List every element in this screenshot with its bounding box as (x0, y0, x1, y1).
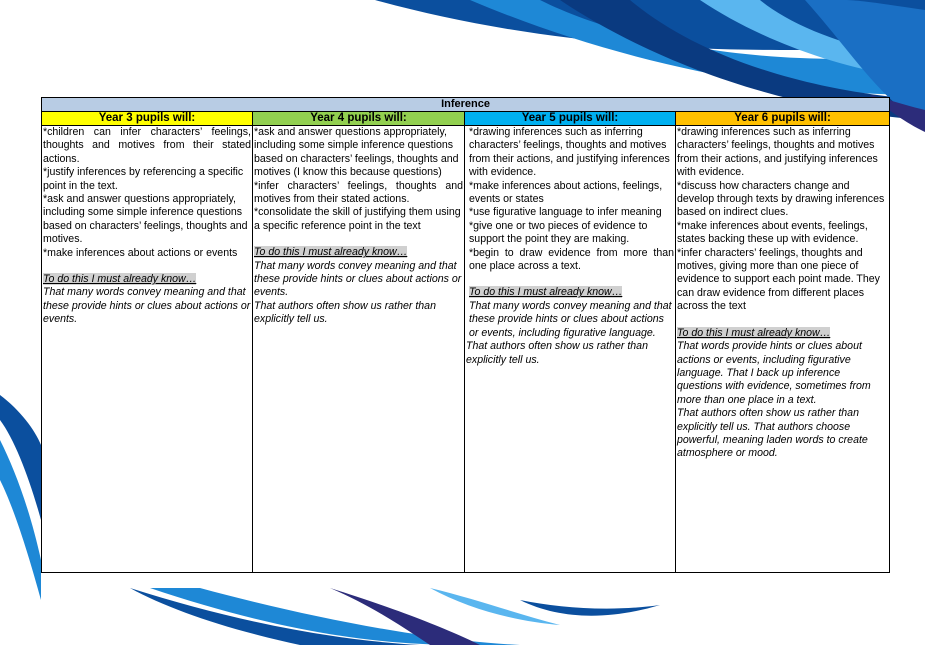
year6-prereq-text: That authors often show us rather than explicitly tell us. That authors choose powerful, meaning laden words to create atmosphere or mood. (677, 407, 868, 460)
year4-objective: *consolidate the skill of justifying them using a specific reference point in the text (254, 206, 461, 232)
content-row (42, 126, 890, 573)
year5-prereq-text: That many words convey meaning and that these provide hints or clues about actions or events, including figurative language. (469, 299, 672, 339)
year5-objective: *begin to draw evidence from more than one place across a text. (469, 246, 674, 273)
year5-header: Year 5 pupils will: (465, 112, 676, 126)
year5-objective: *give one or two pieces of evidence to support the point they are making. (469, 219, 648, 246)
table-title: Inference (42, 98, 890, 112)
year3-header: Year 3 pupils will: (42, 112, 253, 126)
year3-content (42, 126, 253, 573)
year6-objective: *make inferences about events, feelings, states backing these up with evidence. (677, 219, 868, 246)
year4-content (253, 126, 465, 573)
inference-table (41, 97, 890, 573)
year5-objective: *drawing inferences such as inferring characters’ feelings, thoughts and motives from their actions, and justifying inferences with evidence. (469, 126, 670, 179)
year-header-row (42, 112, 890, 126)
year5-prereq-text: That authors often show us rather than explicitly tell us. (466, 340, 648, 366)
year5-content (465, 126, 676, 573)
year6-prereq-text: That words provide hints or clues about actions or events, including figurative language. That I back up inference questions with evidence, sometimes from more than one place in a text. (677, 340, 871, 406)
year6-objective: *discuss how characters change and develop through texts by drawing inferences based on indirect clues. (677, 179, 885, 219)
year6-objective: *infer characters’ feelings, thoughts and motives, giving more than one piece of evidence to support each point made. They can draw evidence from different places across the text (677, 246, 880, 313)
year5-objective: *use figurative language to infer meaning (469, 206, 662, 219)
year3-prereq-heading: To do this I must already know… (43, 273, 197, 286)
year5-objective: *make inferences about actions, feelings, events or states (469, 179, 663, 206)
year3-objective: *justify inferences by referencing a specific point in the text. (43, 166, 244, 192)
year4-prereq-heading: To do this I must already know… (254, 246, 408, 259)
year5-prereq-heading: To do this I must already know… (469, 286, 623, 299)
year4-prereq-text: That many words convey meaning and that these provide hints or clues about actions or events. (254, 259, 462, 299)
table-title-row (42, 98, 890, 112)
year6-header: Year 6 pupils will: (676, 112, 890, 126)
year3-objective: *children can infer characters’ feelings, thoughts and motives from their stated actions. (43, 126, 251, 165)
year6-prereq-heading: To do this I must already know… (677, 326, 831, 339)
year3-objective: *ask and answer questions appropriately, including some simple inference questions based on characters’ feelings, thoughts and motives. (43, 193, 248, 246)
year4-objective: *infer characters’ feelings, thoughts and motives from their stated actions. (254, 179, 463, 206)
year3-prereq-text: That many words convey meaning and that these provide hints or clues about actions or events. (43, 286, 251, 326)
year6-objective: *drawing inferences such as inferring characters’ feelings, thoughts and motives from their actions, and justifying inferences with evidence. (677, 126, 878, 179)
year3-objective: *make inferences about actions or events (43, 246, 238, 259)
year4-objective: *ask and answer questions appropriately, including some simple inference questions based on characters’ feelings, thoughts and motives (I know this because questions) (254, 126, 459, 179)
year6-content (676, 126, 890, 573)
year4-header: Year 4 pupils will: (253, 112, 465, 126)
year4-prereq-text: That authors often show us rather than explicitly tell us. (254, 299, 436, 326)
